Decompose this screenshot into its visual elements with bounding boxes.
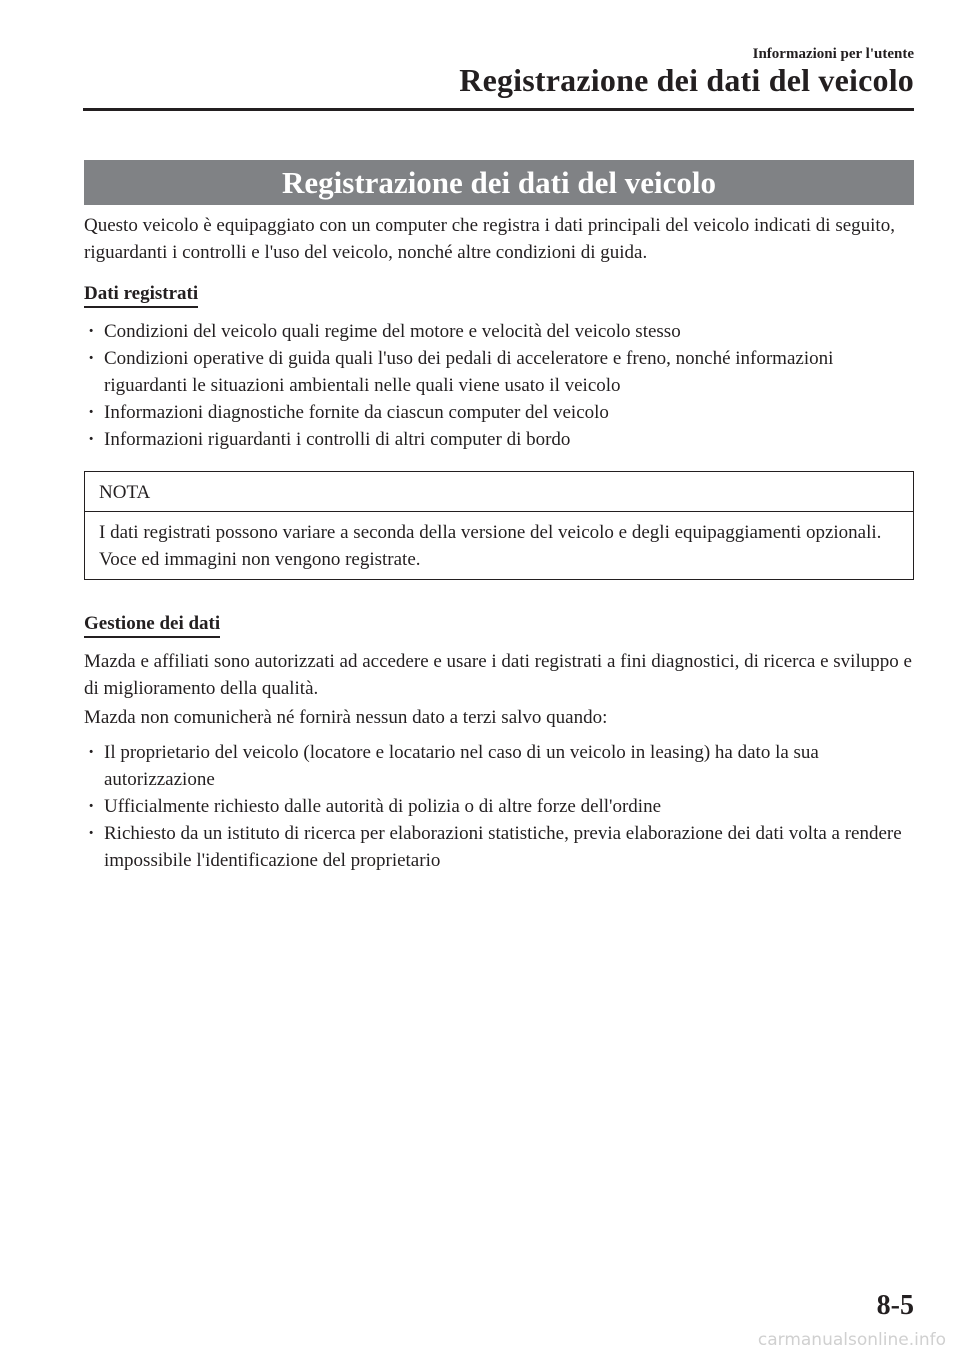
header-title: Registrazione dei dati del veicolo: [459, 62, 914, 98]
list-item: · Ufficialmente richiesto dalle autorità di polizia o di altre forze dell'ordine: [84, 793, 916, 820]
header-rule: [83, 108, 914, 111]
gestione-list: [84, 739, 916, 874]
header-section: Informazioni per l'utente: [752, 46, 914, 62]
list-item: · Informazioni diagnostiche fornite da ciascun computer del veicolo: [84, 399, 916, 426]
section-banner: Registrazione dei dati del veicolo: [84, 160, 914, 205]
gestione-paragraph-1: Mazda e affiliati sono autorizzati ad accedere e usare i dati registrati a fini diagnostici, di ricerca e sviluppo e di miglioramento della qualità.: [84, 651, 912, 699]
page-number: 8-5: [876, 1290, 914, 1321]
dati-registrati-heading: Dati registrati: [84, 282, 198, 308]
list-item: · Richiesto da un istituto di ricerca per elaborazioni statistiche, previa elaborazione dei dati volta a rendere impossibile l'identificazione del proprietario: [84, 820, 916, 874]
gestione-paragraph-2: Mazda non comunicherà né fornirà nessun dato a terzi salvo quando:: [84, 707, 608, 728]
nota-body: I dati registrati possono variare a seconda della versione del veicolo e degli equipaggiamenti opzionali. Voce ed immagini non vengono registrate.: [99, 522, 882, 570]
dati-registrati-list: [84, 318, 916, 453]
gestione-heading: Gestione dei dati: [84, 612, 220, 638]
main-content: [84, 212, 916, 874]
list-item: · Condizioni operative di guida quali l'uso dei pedali di acceleratore e freno, nonché informazioni riguardanti le situazioni ambientali nelle quali viene usato il veicolo: [84, 345, 916, 399]
intro-paragraph: Questo veicolo è equipaggiato con un computer che registra i dati principali del veicolo indicati di seguito, riguardanti i controlli e l'uso del veicolo, nonché altre condizioni di guida.: [84, 215, 895, 263]
list-item: · Il proprietario del veicolo (locatore e locatario nel caso di un veicolo in leasing) ha dato la sua autorizzazione: [84, 739, 916, 793]
list-item: · Informazioni riguardanti i controlli di altri computer di bordo: [84, 426, 916, 453]
list-item: · Condizioni del veicolo quali regime del motore e velocità del veicolo stesso: [84, 318, 916, 345]
nota-heading: NOTA: [85, 472, 913, 512]
watermark: carmanualsonline.info: [757, 1330, 946, 1350]
nota-box: [84, 471, 914, 580]
